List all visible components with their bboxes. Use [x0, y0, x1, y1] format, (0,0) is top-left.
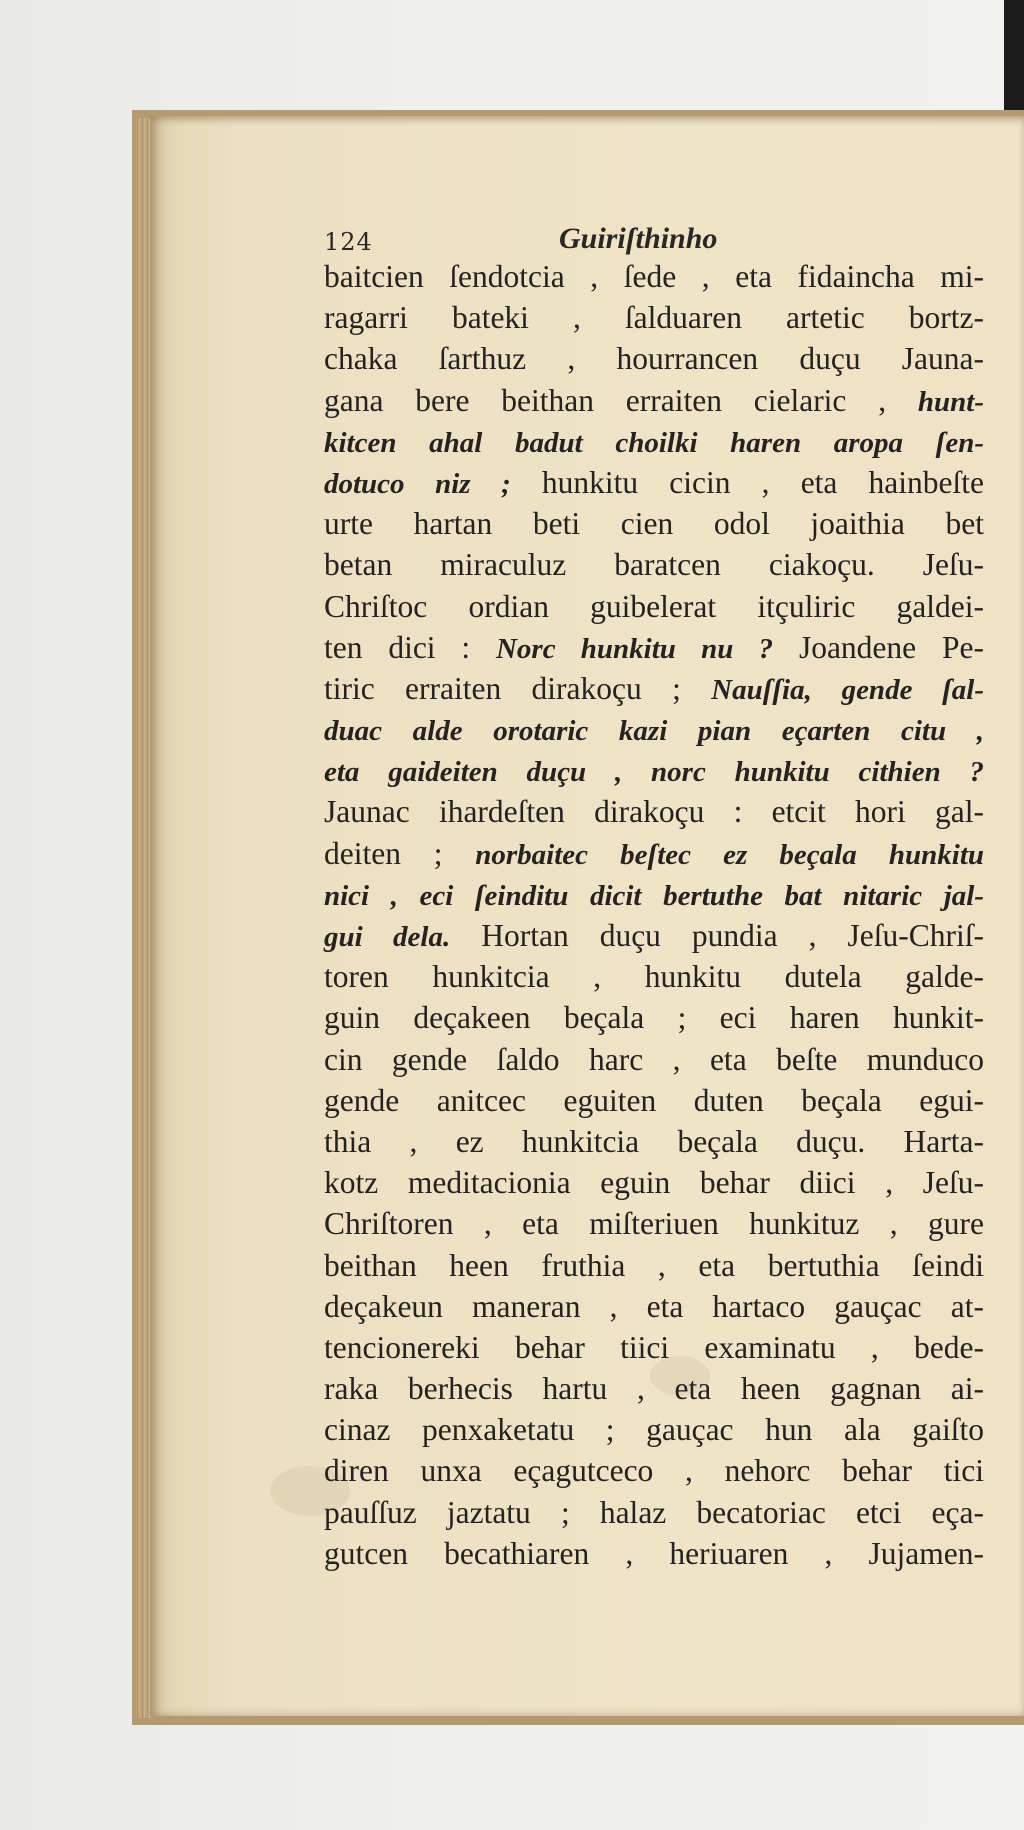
text-line: [324, 421, 984, 462]
text-line: [324, 874, 984, 915]
text-segment: tencionereki behar tiici examinatu , bede-: [324, 1329, 984, 1365]
text-segment: tiric erraiten dirakoçu ;: [324, 670, 712, 706]
text-line: [324, 668, 984, 709]
text-line: [324, 791, 984, 832]
text-segment: ten dici :: [324, 629, 496, 665]
text-segment: gutcen becathiaren , heriuaren , Jujamen-: [324, 1535, 984, 1571]
italic-segment: nici , eci ſeinditu dicit bertuthe bat nitaric jal-: [324, 879, 984, 912]
running-title: Guiriſthinho: [559, 222, 718, 255]
text-segment: Chriſtoren , eta miſteriuen hunkituz , gure: [324, 1206, 984, 1242]
text-line: [324, 1368, 984, 1409]
text-segment: kotz meditacionia eguin behar diici , Jeſu-: [324, 1165, 984, 1201]
text-segment: guin deçakeen beçala ; eci haren hunkit-: [324, 1000, 984, 1036]
body-text: [324, 256, 984, 1574]
text-line: [324, 750, 984, 791]
text-line: [324, 544, 984, 585]
text-segment: beithan heen fruthia , eta bertuthia ſeindi: [324, 1247, 984, 1283]
text-segment: baitcien ſendotcia , ſede , eta fidaincha mi-: [324, 259, 984, 294]
text-line: [324, 503, 984, 544]
text-line: [324, 1450, 984, 1491]
italic-segment: Norc hunkitu nu ?: [495, 632, 774, 665]
italic-segment: hunt-: [917, 385, 984, 418]
text-segment: Joandene Pe-: [773, 629, 984, 665]
text-line: [324, 833, 984, 874]
text-segment: Hortan duçu pundia , Jeſu-Chriſ-: [450, 918, 984, 953]
italic-segment: Nauſſia, gende ſal-: [711, 673, 985, 706]
text-line: [324, 1245, 984, 1286]
text-segment: gana bere beithan erraiten cielaric ,: [324, 382, 918, 418]
italic-segment: eta gaideiten duçu , norc hunkitu cithien ?: [324, 756, 984, 789]
italic-segment: gui dela.: [324, 921, 451, 953]
text-segment: raka berhecis hartu , eta heen gagnan ai-: [324, 1371, 984, 1407]
text-line: [324, 1327, 984, 1368]
text-line: [324, 297, 984, 338]
text-segment: Chriſtoc ordian guibelerat itçuliric galdei-: [324, 588, 984, 624]
text-line: [324, 997, 984, 1038]
text-line: [324, 462, 984, 503]
text-line: [324, 256, 984, 297]
text-segment: cin gende ſaldo harc , eta beſte munduco: [324, 1041, 984, 1077]
text-segment: betan miraculuz baratcen ciakoçu. Jeſu-: [324, 547, 984, 583]
text-line: [324, 338, 984, 379]
text-segment: Jaunac ihardeſten dirakoçu : etcit hori gal-: [324, 794, 984, 830]
text-line: [324, 709, 984, 750]
text-line: [324, 1039, 984, 1080]
text-line: [324, 1286, 984, 1327]
text-line: [324, 956, 984, 997]
text-line: [324, 380, 984, 421]
text-segment: cinaz penxaketatu ; gauçac hun ala gaiſto: [324, 1412, 984, 1448]
text-segment: urte hartan beti cien odol joaithia bet: [324, 506, 984, 542]
text-line: [324, 1492, 984, 1533]
text-segment: toren hunkitcia , hunkitu dutela galde-: [324, 959, 984, 995]
text-line: [324, 1203, 984, 1244]
text-segment: thia , ez hunkitcia beçala duçu. Harta-: [324, 1123, 984, 1159]
text-segment: deçakeun maneran , eta hartaco gauçac at-: [324, 1288, 984, 1324]
text-segment: hunkitu cicin , eta hainbeſte: [510, 464, 985, 500]
text-line: [324, 1121, 984, 1162]
text-segment: gende anitcec eguiten duten beçala egui-: [324, 1082, 984, 1118]
text-segment: chaka ſarthuz , hourrancen duçu Jauna-: [324, 341, 984, 377]
text-line: [324, 1080, 984, 1121]
text-segment: pauſſuz jaztatu ; halaz becatoriac etci eça-: [324, 1494, 984, 1530]
text-line: [324, 915, 984, 956]
page-number: 124: [324, 228, 373, 256]
text-line: [324, 1533, 984, 1574]
text-segment: diren unxa eçagutceco , nehorc behar tici: [324, 1453, 984, 1489]
text-line: [324, 586, 984, 627]
text-line: [324, 627, 984, 668]
text-line: [324, 1162, 984, 1203]
text-segment: deiten ;: [324, 835, 476, 871]
italic-segment: norbaitec beſtec ez beçala hunkitu: [475, 838, 984, 871]
text-line: [324, 1409, 984, 1450]
italic-segment: kitcen ahal badut choilki haren aropa ſen-: [324, 426, 984, 459]
text-segment: ragarri bateki , ſalduaren artetic bortz-: [324, 300, 984, 336]
italic-segment: dotuco niz ;: [324, 467, 511, 500]
italic-segment: duac alde orotaric kazi pian eçarten citu ,: [324, 715, 984, 748]
